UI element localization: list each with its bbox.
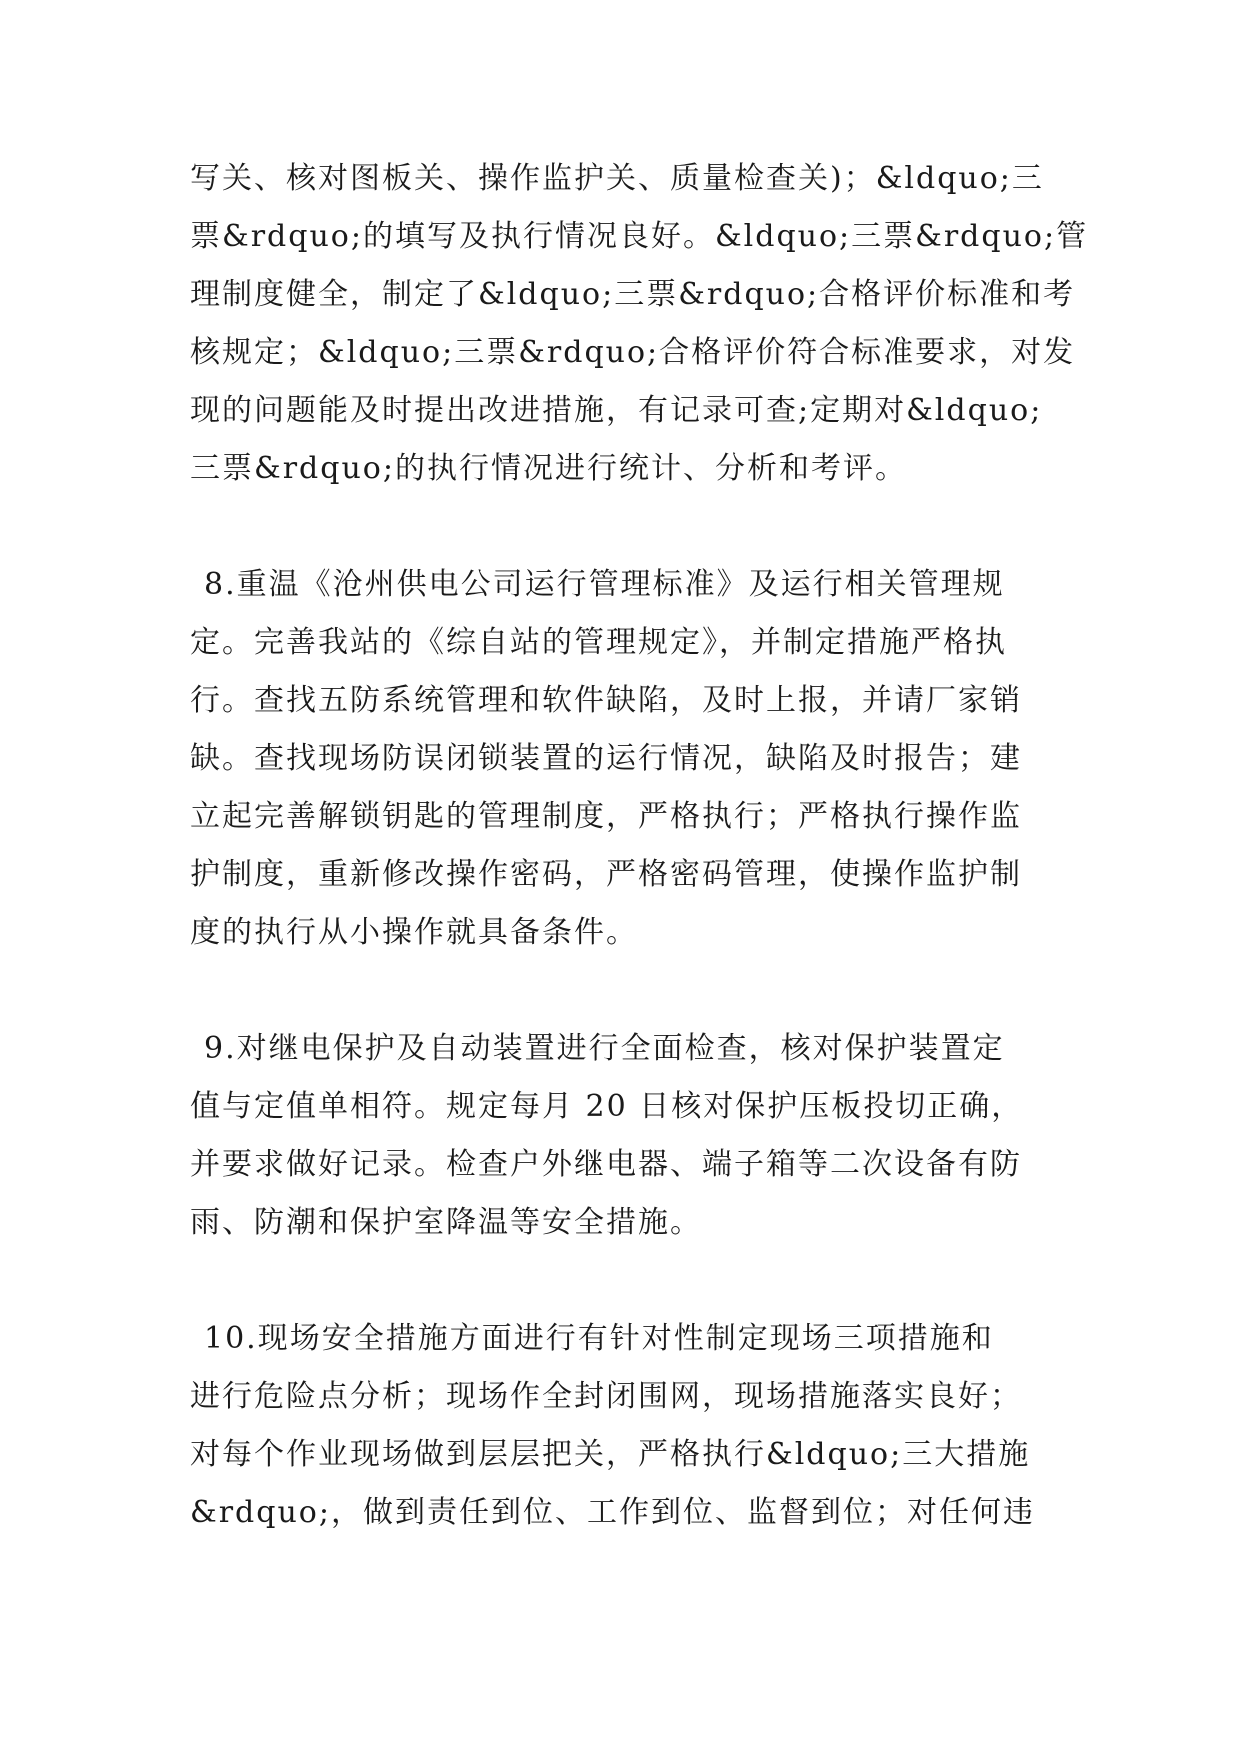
text-line: &rdquo;，做到责任到位、工作到位、监督到位；对任何违 xyxy=(190,1495,1035,1530)
text-line: 现的问题能及时提出改进措施，有记录可查;定期对&ldquo; xyxy=(190,393,1043,428)
text-line: 10.现场安全措施方面进行有针对性制定现场三项措施和 xyxy=(204,1321,994,1356)
text-line: 雨、防潮和保护室降温等安全措施。 xyxy=(190,1205,702,1240)
paragraph-item-10 xyxy=(190,1310,1070,1542)
text-line: 护制度，重新修改操作密码，严格密码管理，使操作监护制 xyxy=(190,857,1022,892)
text-line: 立起完善解锁钥匙的管理制度，严格执行；严格执行操作监 xyxy=(190,799,1022,834)
text-line: 度的执行从小操作就具备条件。 xyxy=(190,915,638,950)
text-line: 定。完善我站的《综自站的管理规定》，并制定措施严格执 xyxy=(190,625,1007,660)
text-line: 理制度健全，制定了&ldquo;三票&rdquo;合格评价标准和考 xyxy=(190,277,1076,312)
paragraph-1 xyxy=(190,150,1089,498)
text-line: 核规定；&ldquo;三票&rdquo;合格评价符合标准要求，对发 xyxy=(190,335,1076,370)
text-line: 值与定值单相符。规定每月 20 日核对保护压板投切正确， xyxy=(190,1089,1024,1124)
text-line: 并要求做好记录。检查户外继电器、端子箱等二次设备有防 xyxy=(190,1147,1022,1182)
text-line: 三票&rdquo;的执行情况进行统计、分析和考评。 xyxy=(190,451,907,486)
text-line: 写关、核对图板关、操作监护关、质量检查关)；&ldquo;三 xyxy=(190,161,1044,196)
text-line: 9.对继电保护及自动装置进行全面检查，核对保护装置定 xyxy=(204,1031,1005,1066)
text-line: 票&rdquo;的填写及执行情况良好。&ldquo;三票&rdquo;管 xyxy=(190,219,1089,254)
text-line: 缺。查找现场防误闭锁装置的运行情况，缺陷及时报告；建 xyxy=(190,741,1022,776)
text-line: 8.重温《沧州供电公司运行管理标准》及运行相关管理规 xyxy=(204,567,1005,602)
document-page xyxy=(190,150,1089,1542)
text-line: 行。查找五防系统管理和软件缺陷，及时上报，并请厂家销 xyxy=(190,683,1022,718)
text-line: 对每个作业现场做到层层把关，严格执行&ldquo;三大措施 xyxy=(190,1437,1031,1472)
paragraph-item-8 xyxy=(190,556,1070,962)
text-line: 进行危险点分析；现场作全封闭围网，现场措施落实良好； xyxy=(190,1379,1022,1414)
paragraph-item-9 xyxy=(190,1020,1070,1252)
